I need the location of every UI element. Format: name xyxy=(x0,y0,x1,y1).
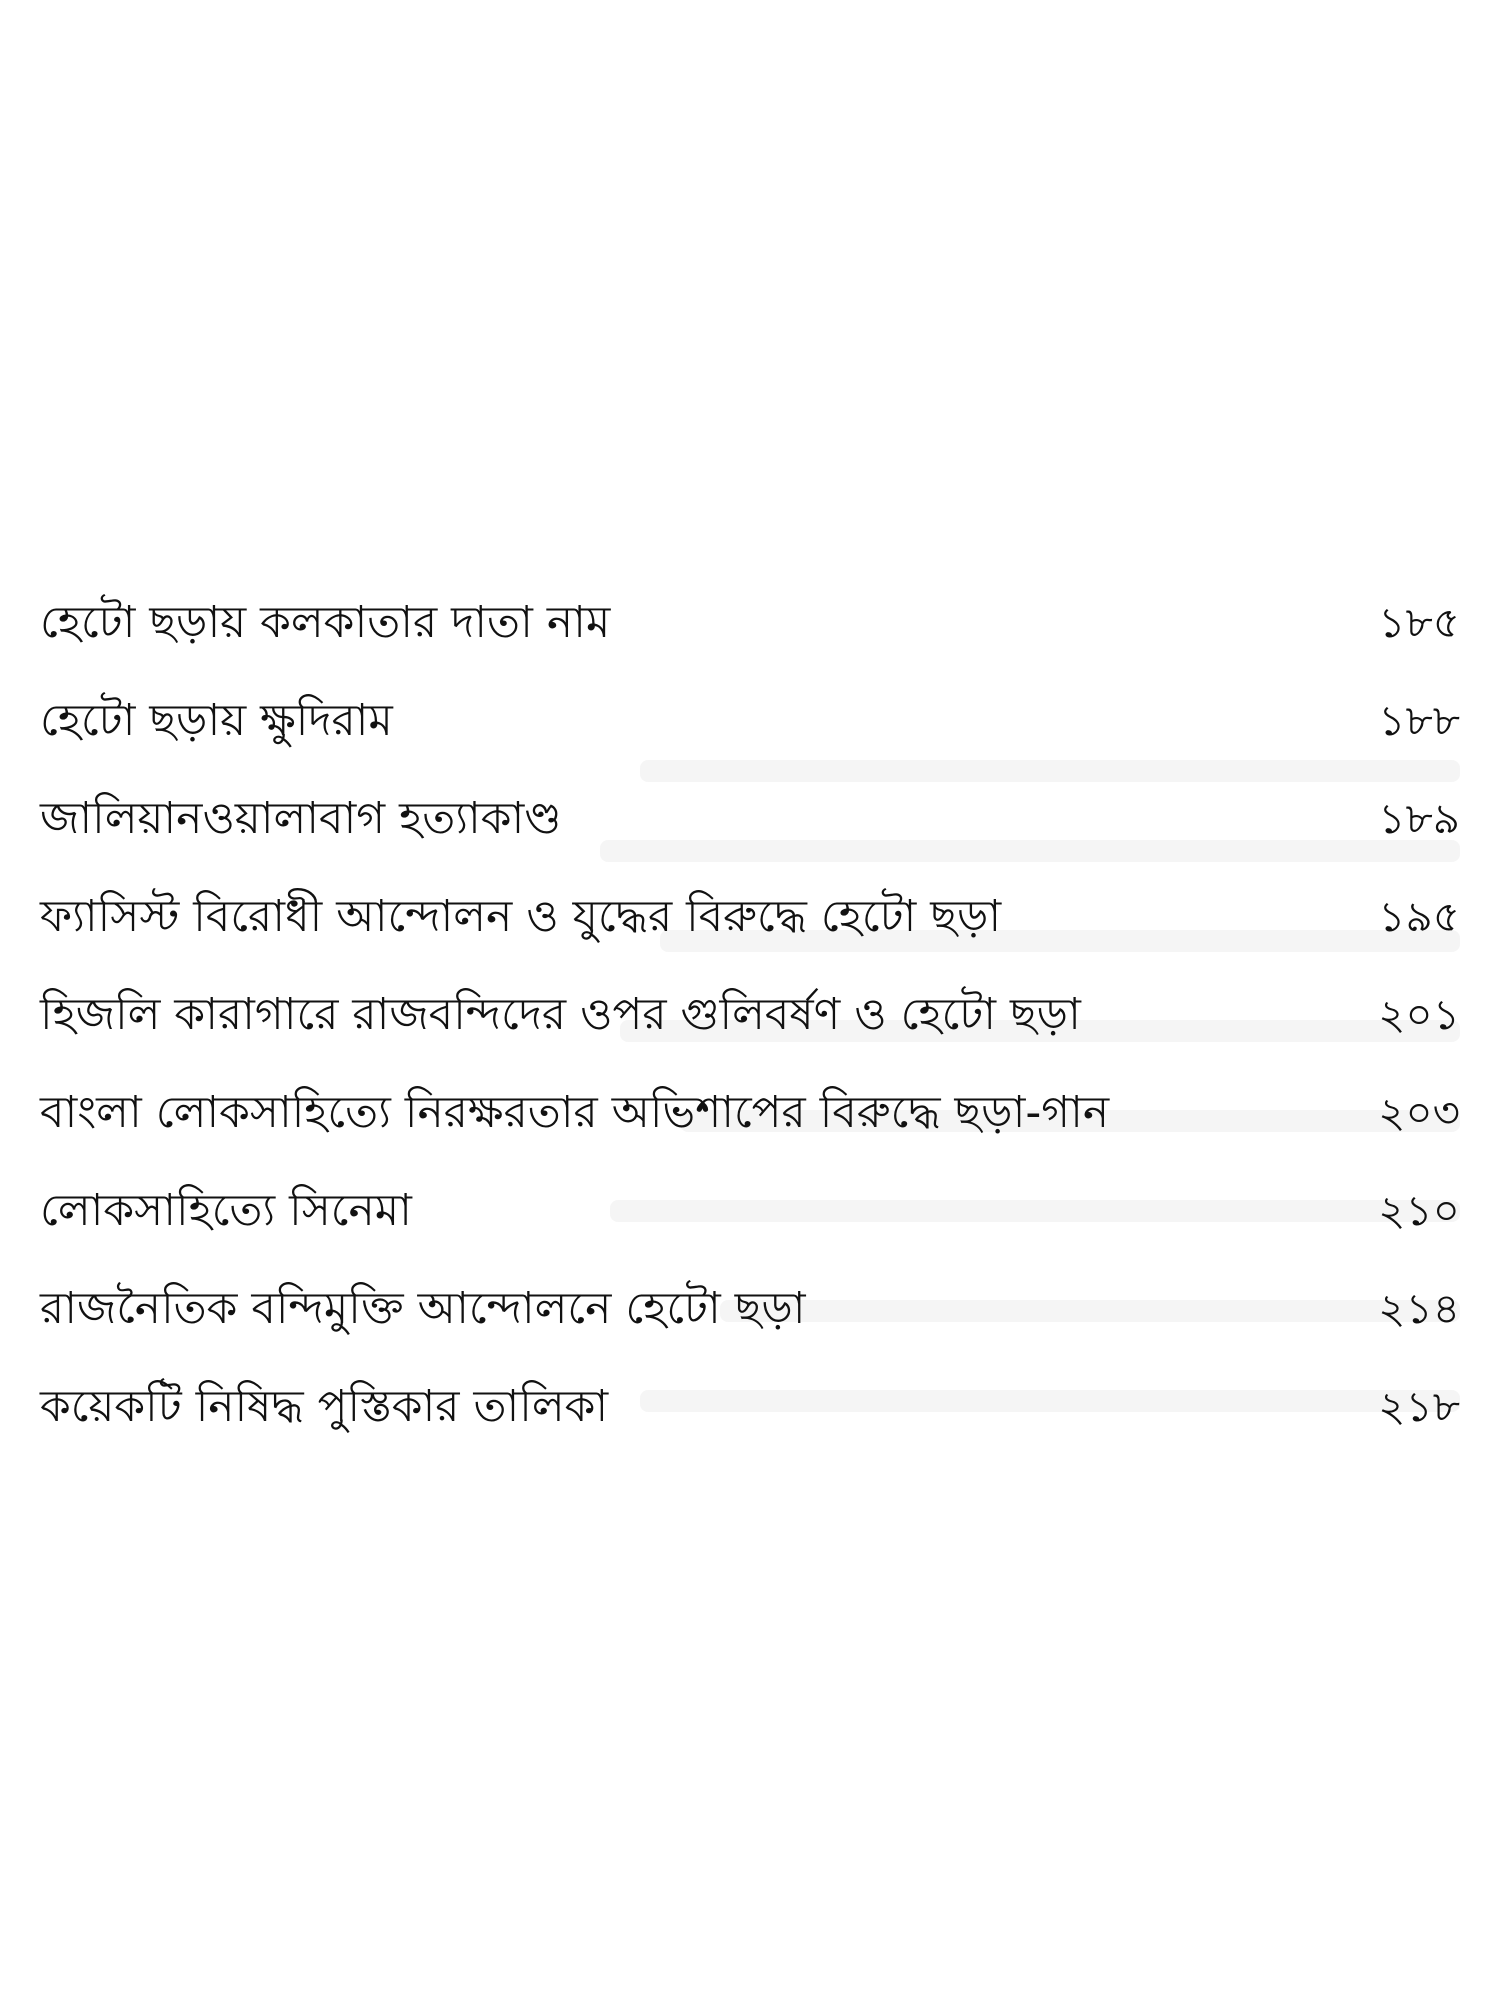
toc-entry xyxy=(40,869,1460,967)
toc-entry xyxy=(40,1163,1460,1261)
toc-entry-title: হিজলি কারাগারে রাজবন্দিদের ওপর গুলিবর্ষণ ও হেটো ছড়া xyxy=(40,989,1081,1040)
toc-entry xyxy=(40,673,1460,771)
toc-entry-page-number: ২১০ xyxy=(1378,1186,1460,1235)
toc-entry-title: লোকসাহিত্যে সিনেমা xyxy=(40,1185,412,1236)
toc-entry xyxy=(40,1359,1460,1457)
toc-entry-page-number: ১৮৯ xyxy=(1378,794,1460,843)
toc-entry-title: ফ্যাসিস্ট বিরোধী আন্দোলন ও যুদ্ধের বিরুদ্ধে হেটো ছড়া xyxy=(40,891,1002,942)
toc-entry-title: বাংলা লোকসাহিত্যে নিরক্ষরতার অভিশাপের বিরুদ্ধে ছড়া-গান xyxy=(40,1087,1110,1138)
toc-entry-page-number: ২০১ xyxy=(1378,990,1460,1039)
toc-entry xyxy=(40,1065,1460,1163)
toc-entry-title: হেটো ছড়ায় কলকাতার দাতা নাম xyxy=(40,597,611,648)
toc-entry-page-number: ২০৩ xyxy=(1378,1088,1460,1137)
toc-entry xyxy=(40,967,1460,1065)
toc-entry-title: হেটো ছড়ায় ক্ষুদিরাম xyxy=(40,695,393,746)
toc-entry-title: কয়েকটি নিষিদ্ধ পুস্তিকার তালিকা xyxy=(40,1381,609,1432)
toc-entry-page-number: ২১৪ xyxy=(1378,1284,1460,1333)
toc-entry-page-number: ২১৮ xyxy=(1378,1382,1460,1431)
toc-entry-page-number: ১৮৮ xyxy=(1378,696,1460,745)
toc-entry xyxy=(40,575,1460,673)
toc-entry xyxy=(40,771,1460,869)
table-of-contents xyxy=(40,575,1460,1457)
toc-entry-page-number: ১৮৫ xyxy=(1378,598,1460,647)
toc-entry xyxy=(40,1261,1460,1359)
toc-entry-page-number: ১৯৫ xyxy=(1378,892,1460,941)
toc-entry-title: জালিয়ানওয়ালাবাগ হত্যাকাণ্ড xyxy=(40,793,562,844)
toc-entry-title: রাজনৈতিক বন্দিমুক্তি আন্দোলনে হেটো ছড়া xyxy=(40,1283,806,1334)
